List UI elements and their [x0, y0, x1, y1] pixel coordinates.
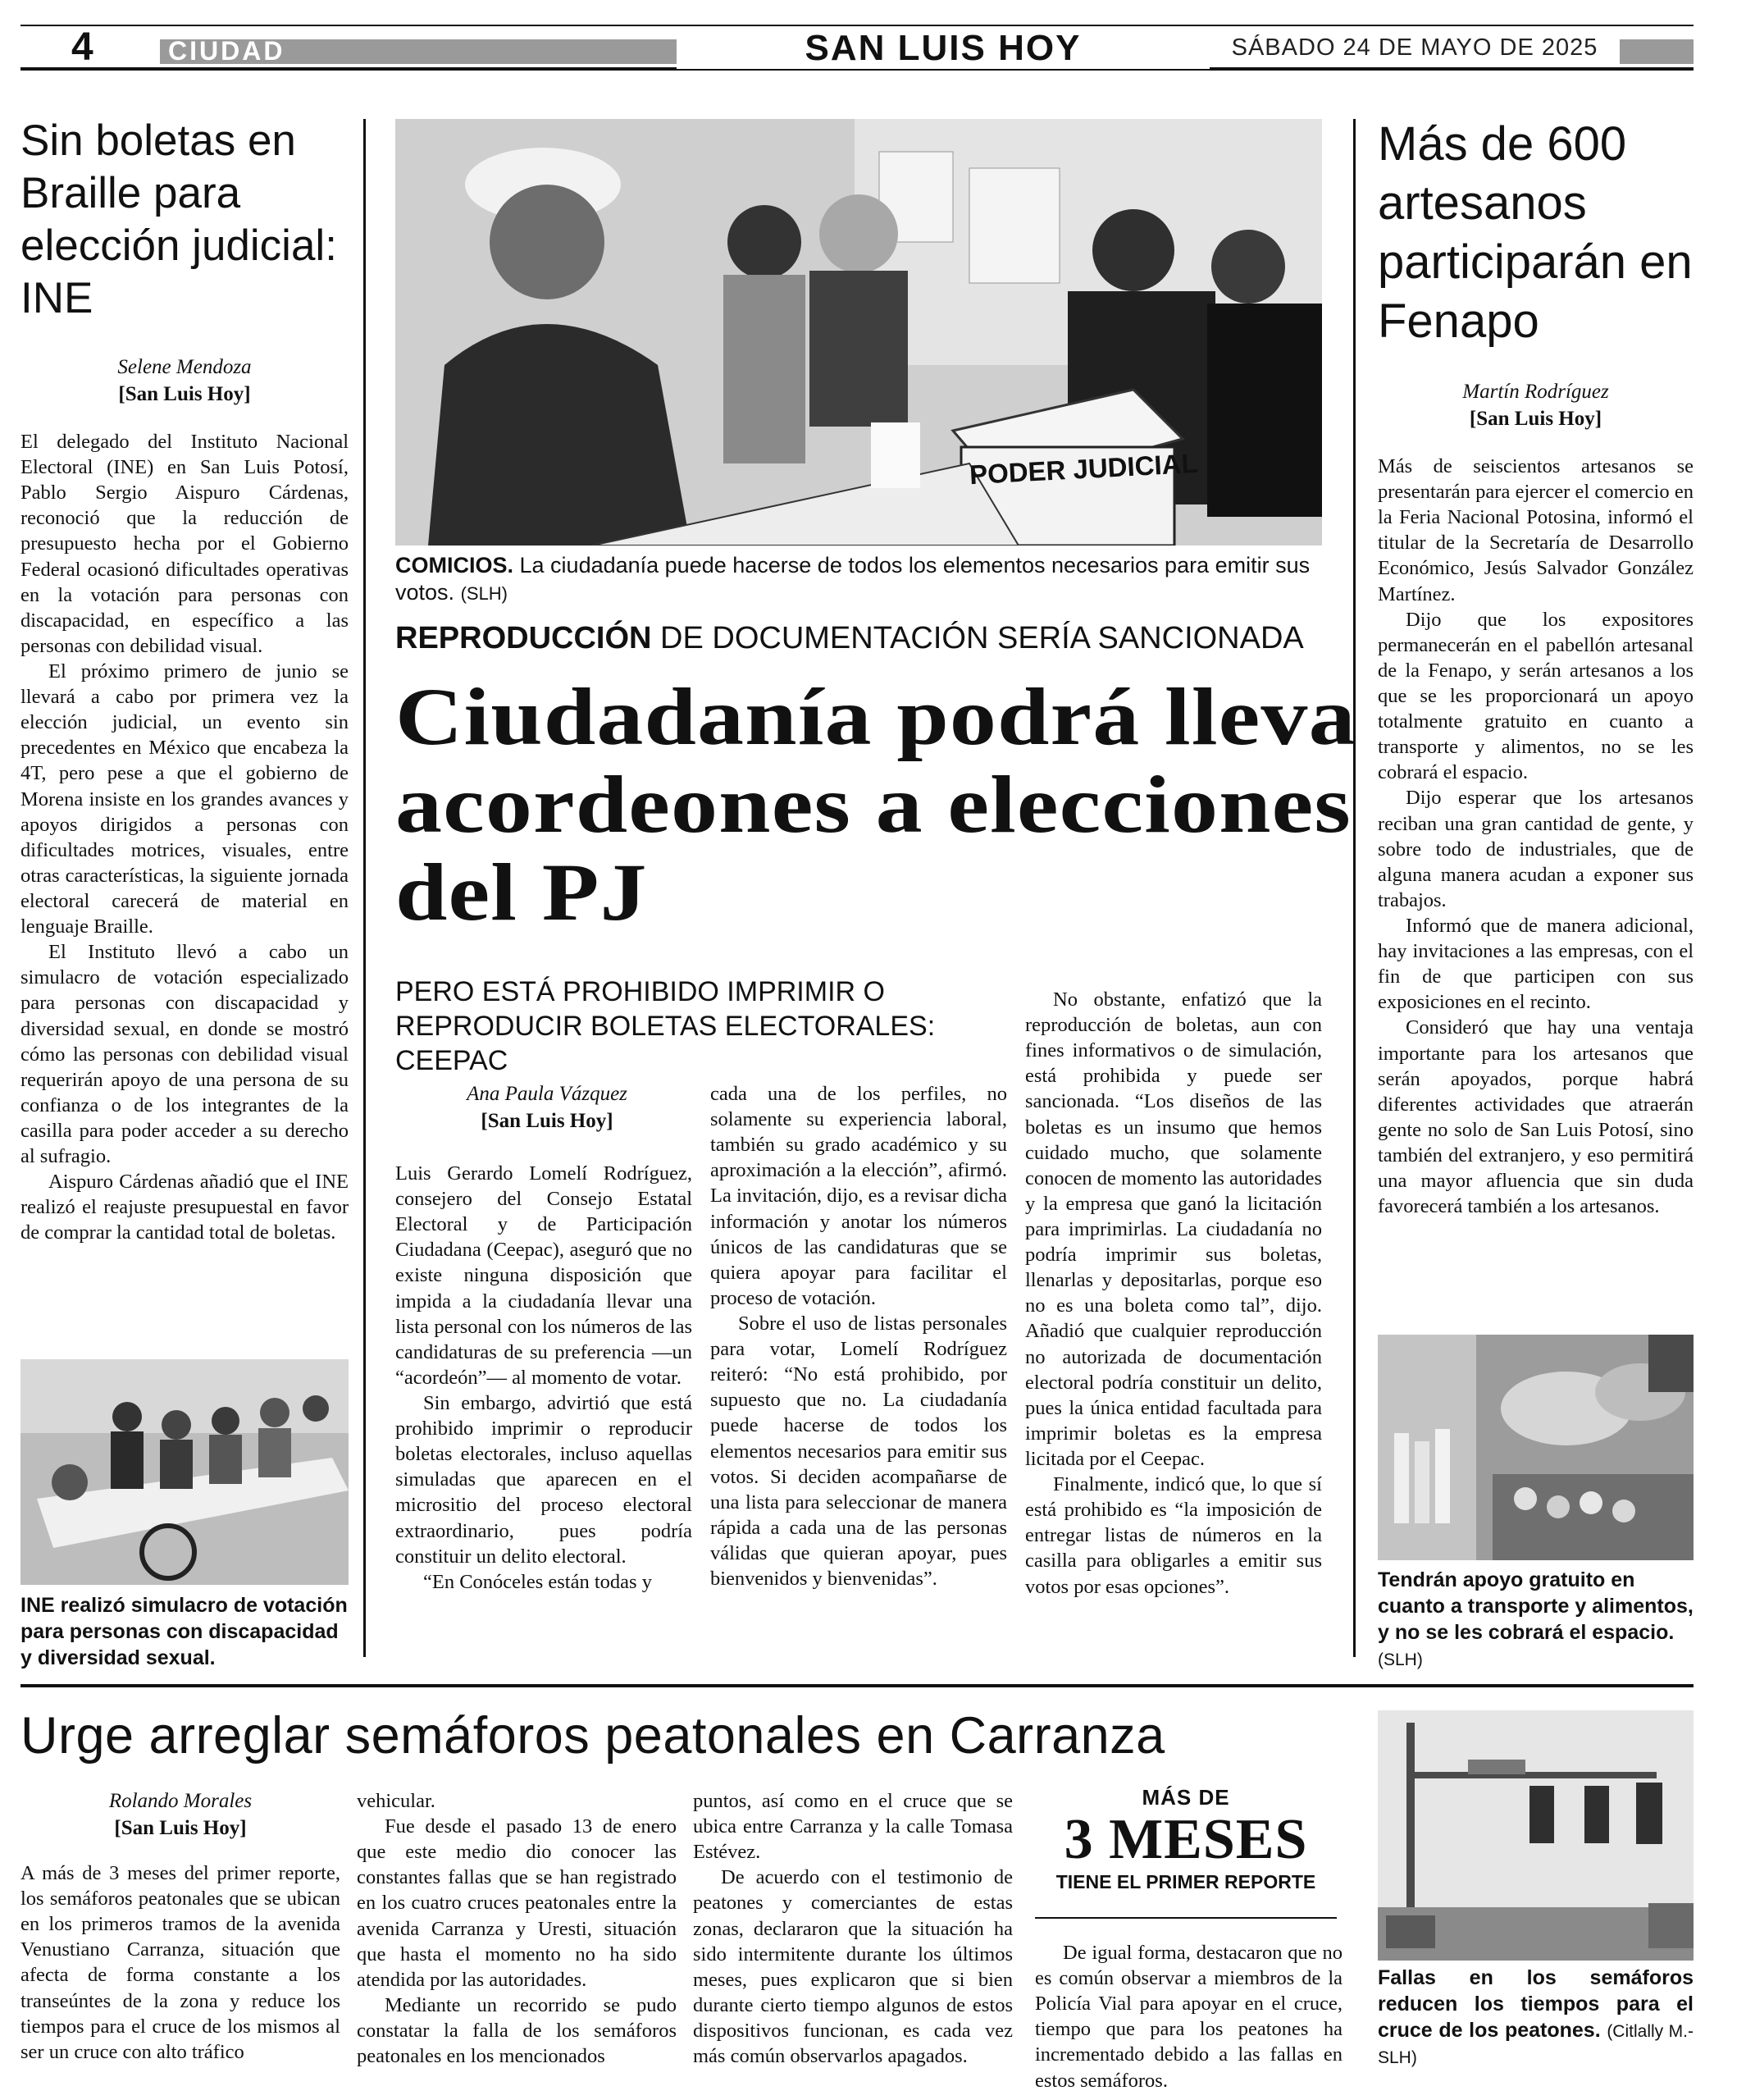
caption-text: Tendrán apoyo gratuito en cuanto a transporte y alimentos, y no se les cobrará el espacio. — [1378, 1568, 1694, 1644]
paragraph: Aispuro Cárdenas añadió que el INE realizó el reajuste presupuestal en favor de comprar la cantidad total de boletas. — [21, 1171, 349, 1244]
caption-text: Fallas en los semáforos reducen los tiempos para el cruce de los peatones. — [1378, 1966, 1694, 2042]
paragraph: A más de 3 meses del primer reporte, los semáforos peatonales que se ubican en los primeros tramos de la avenida Venustiano Carranza, situación que afecta de forma constante a los transeúntes de la zona y reduce los tiempos para el cruce de los mismos al ser un cruce con alto tráfico — [21, 1862, 340, 2063]
left-article-byline — [21, 354, 349, 408]
outlet-name: [San Luis Hoy] — [114, 1816, 247, 1839]
main-article-col1 — [395, 1161, 692, 1595]
bottom-article-col1 — [21, 1860, 340, 2065]
paragraph: El próximo primero de junio se llevará a cabo por primera vez la elección judicial, un evento sin precedentes en México que encabeza la 4T, pero pese a que el gobierno de Morena insiste en los grandes avances y apoyos dirigidos a personas con dificultades motrices, visuales, entre otras características, la siguiente jornada electoral carecerá de material en lenguaje Braille. — [21, 660, 349, 938]
callout-rule — [1035, 1917, 1337, 1919]
paragraph: No obstante, enfatizó que la reproducción de boletas, aun con fines informativos o de simulación, está prohibida y puede ser sancionada. “Los diseños de las boletas es un insumo que hemos cuidado mucho, que solamente conocen de momento las autoridades y la empresa que ganó la licitación para imprimirlas. La ciudadanía no podría imprimir sus boletas, llenarlas y depositarlas, porque eso no es una boleta como tal”, dijo. Añadió que cualquier reproducción no autorizada de documentación electoral podría constituir un delito, pues la única entidad facultada para imprimir boletas es la empresa licitada por el Ceepac. — [1025, 988, 1322, 1470]
header-rule-top — [21, 25, 1694, 26]
issue-date: SÁBADO 24 DE MAYO DE 2025 — [1210, 31, 1620, 64]
traffic-light-photo — [1378, 1710, 1694, 1961]
right-photo-caption — [1378, 1567, 1694, 1672]
main-article-col3 — [1025, 987, 1322, 1600]
paragraph: El delegado del Instituto Nacional Electoral (INE) en San Luis Potosí, Pablo Sergio Aispuro Cárdenas, reconoció que la reducción de presupuesto hecha por el Gobierno Federal ocasionó dificultades operativas en la votación para personas con discapacidad, en específico a las personas con debilidad visual. — [21, 431, 349, 657]
callout-bottom: TIENE EL PRIMER REPORTE — [1055, 1871, 1316, 1892]
main-photo-illustration — [395, 119, 1322, 546]
bottom-article-col2 — [357, 1788, 677, 2069]
bottom-article-col3 — [693, 1788, 1013, 2069]
paragraph: puntos, así como en el cruce que se ubica entre Carranza y la calle Tomasa Estévez. — [693, 1790, 1013, 1864]
main-headline: Ciudadanía podrá lleva acordeones a elecciones del PJ — [395, 671, 1356, 938]
main-photo — [395, 119, 1322, 546]
paragraph: Sobre el uso de listas personales para votar, Lomelí Rodríguez reiteró: “No está prohibido, por supuesto que no. La ciudadanía puede hacerse de todos los elementos necesarios para emitir sus votos. Si deciden acompañarse de una lista para seleccionar de manera rápida a cada una de las personas válidas que quieran apoyar, pues bienvenidos y bienvenidas”. — [710, 1312, 1007, 1591]
page-number: 4 — [71, 25, 93, 69]
main-deck: PERO ESTÁ PROHIBIDO IMPRIMIR O REPRODUCIR BOLETAS ELECTORALES: CEEPAC — [395, 976, 936, 1076]
paragraph: Luis Gerardo Lomelí Rodríguez, consejero del Consejo Estatal Electoral y de Participación Ciudadana (Ceepac), aseguró que no existe ninguna disposición que impida a la ciudadanía llevar una lista personal con los números de las candidaturas de su preferencia —un “acordeón”— al momento de votar. — [395, 1162, 692, 1389]
paragraph: “En Conóceles están todas y — [423, 1570, 652, 1593]
kicker-rest: DE DOCUMENTACIÓN SERÍA SANCIONADA — [651, 621, 1304, 655]
paragraph: Dijo esperar que los artesanos reciban una gran cantidad de gente, y sobre todo de industriales, que de alguna manera acudan a exponer sus trabajos. — [1378, 787, 1694, 911]
paragraph: De acuerdo con el testimonio de peatones y comerciantes de estas zonas, declararon que la situación ha sido intermitente durante los últimos meses, pues explicaron que si bien durante cierto tiempo algunos de estos dispositivos funcionan, es cada vez más común observarlos apagados. — [693, 1866, 1013, 2068]
right-article-body — [1378, 454, 1694, 1219]
caption-credit: (SLH) — [460, 582, 508, 604]
caption-credit: (SLH) — [1378, 1650, 1423, 1669]
bottom-article-col4 — [1035, 1940, 1343, 2093]
callout-box — [1035, 1784, 1337, 1907]
right-article-title: Más de 600 artesanos participarán en Fenapo — [1378, 117, 1693, 348]
paragraph: De igual forma, destacaron que no es común observar a miembros de la Policía Vial para apoyar en el cruce, tiempo que para los peatones ha incrementado debido a las fallas en estos semáforos. — [1035, 1942, 1343, 2092]
caption-credit: (Citlally M.-SLH) — [1378, 2022, 1694, 2067]
callout-top: MÁS DE — [1142, 1785, 1230, 1810]
header-bar — [21, 25, 1694, 71]
traffic-photo-caption — [1378, 1965, 1694, 2070]
main-byline — [395, 1081, 699, 1134]
paragraph: Finalmente, indicó que, lo que sí está prohibido es “la imposición de entregar listas de números en la casilla para obligarles a emitir sus votos por esas opciones”. — [1025, 1473, 1322, 1598]
outlet-name: [San Luis Hoy] — [118, 382, 251, 405]
paragraph: Más de seiscientos artesanos se presentarán para ejercer el comercio en la Feria Nacional Potosina, informó el titular de la Secretaría de Desarrollo Económico, Jesús Salvador González Martínez. — [1378, 455, 1694, 605]
callout-big: 3 MESES — [1064, 1808, 1308, 1871]
author-name: Ana Paula Vázquez — [467, 1083, 627, 1105]
section-rule-bottom — [21, 1684, 1694, 1687]
main-article-col2 — [710, 1081, 1007, 1591]
left-photo-caption: INE realizó simulacro de votación para personas con discapacidad y diversidad sexual. — [21, 1594, 348, 1669]
bottom-article-byline — [21, 1788, 340, 1842]
ballot-box-sign: PODER JUDICIAL — [969, 447, 1199, 491]
paragraph: cada una de los perfiles, no solamente su experiencia laboral, también su grado académico y su aproximación a la elección”, afirmó. La invitación, dijo, es a revisar dicha información y anotar los números únicos de las candidaturas que se quiera apoyar para facilitar el proceso de votación. — [710, 1083, 1007, 1309]
main-photo-caption — [395, 552, 1322, 606]
paragraph: Sin embargo, advirtió que está prohibido imprimir o reproducir boletas electorales, incluso aquellas simuladas que aparecen en el micrositio del proceso electoral extraordinario, pues podría constituir un delito electoral. — [395, 1391, 692, 1568]
outlet-name: [San Luis Hoy] — [1469, 407, 1602, 430]
kicker-bold: REPRODUCCIÓN — [395, 621, 652, 655]
paragraph: Informó que de manera adicional, hay invitaciones a las empresas, con el fin de que participen con sus exposiciones en el recinto. — [1378, 914, 1694, 1014]
paragraph: Fue desde el pasado 13 de enero que este medio dio conocer las constantes fallas que se han registrado en los cuatro cruces peatonales entre la avenida Carranza y Uresti, situación que hasta el momento no ha sido atendida por las autoridades. — [357, 1815, 677, 1991]
masthead: SAN LUIS HOY — [677, 28, 1210, 69]
traffic-light-photo-illustration — [1378, 1710, 1694, 1961]
right-article-byline — [1378, 379, 1694, 432]
author-name: Selene Mendoza — [117, 356, 252, 378]
column-rule-left — [363, 119, 366, 1657]
artisans-photo-illustration — [1378, 1335, 1694, 1560]
left-article-title: Sin boletas en Braille para elección judicial: INE — [21, 116, 337, 322]
paragraph: Dijo que los expositores permanecerán en el pabellón artesanal de la Fenapo, y serán artesanos a los que se les proporcionará un apoyo totalmente gratuito en cuanto a transporte y alimentos, no se les cobrará el espacio. — [1378, 608, 1694, 784]
paragraph: El Instituto llevó a cabo un simulacro de votación especializado para personas con discapacidad y diversidad sexual, en donde se mostró cómo las personas con debilidad visual requerirán apoyo de una persona de su confianza o de los integrantes de la casilla para poder acceder a su derecho al sufragio. — [21, 941, 349, 1168]
paragraph: vehicular. — [357, 1790, 435, 1812]
author-name: Martín Rodríguez — [1462, 381, 1609, 403]
simulacro-photo — [21, 1359, 349, 1585]
bottom-article-title: Urge arreglar semáforos peatonales en Carranza — [21, 1707, 1165, 1764]
paragraph: Consideró que hay una ventaja importante para los artesanos que serán apoyados, porque habrá diferentes actividades que atraerán gente no solo de San Luis Potosí, sino también del extranjero, y eso permitirá una mayor afluencia que sin duda favorecerá también a los artesanos. — [1378, 1016, 1694, 1218]
simulacro-photo-illustration — [21, 1359, 349, 1585]
section-label: CIUDAD — [168, 36, 285, 66]
caption-text: La ciudadanía puede hacerse de todos los elementos necesarios para emitir sus votos. — [395, 553, 1311, 605]
caption-lead: COMICIOS. — [395, 553, 514, 578]
author-name: Rolando Morales — [108, 1790, 253, 1812]
main-kicker — [395, 619, 1322, 657]
outlet-name: [San Luis Hoy] — [481, 1109, 613, 1132]
artisans-photo — [1378, 1335, 1694, 1560]
left-article-body — [21, 429, 349, 1246]
paragraph: Mediante un recorrido se pudo constatar la falla de los semáforos peatonales en los mencionados — [357, 1993, 677, 2068]
